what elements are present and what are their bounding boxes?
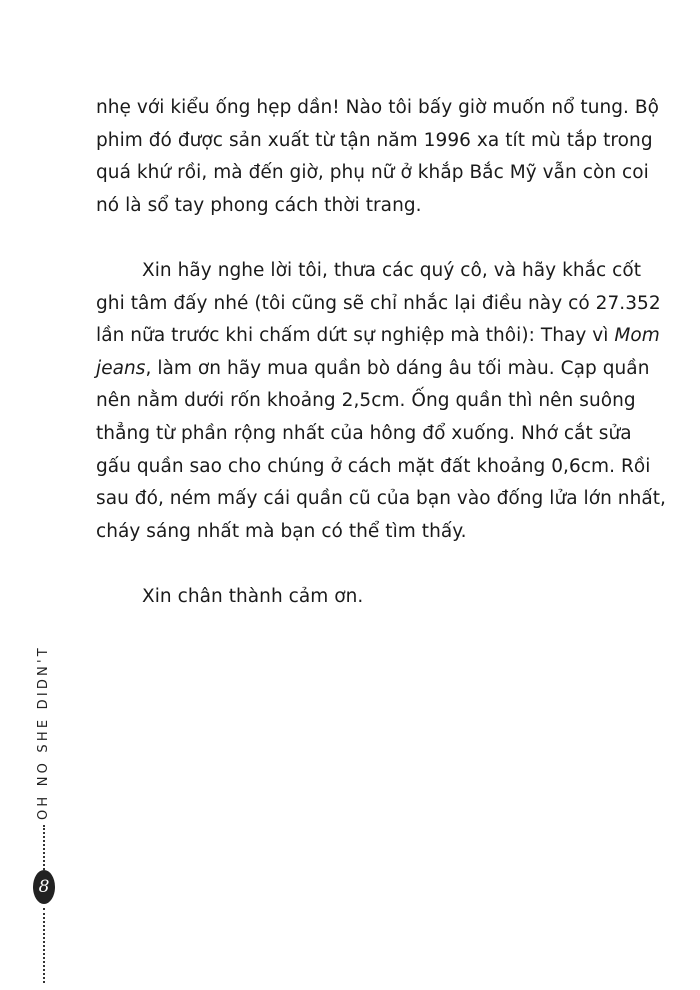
text-line <box>96 353 650 386</box>
text-line: sau đó, ném mấy cái quần cũ của bạn vào đống lửa lớn nhất, <box>96 488 666 510</box>
text-line: Xin chân thành cảm ơn. <box>142 585 364 607</box>
text-line: quá khứ rồi, mà đến giờ, phụ nữ ở khắp Bắc Mỹ vẫn còn coi <box>96 162 649 184</box>
text-line: nó là sổ tay phong cách thời trang. <box>96 194 422 216</box>
page-number: 8 <box>33 870 55 904</box>
text-line: nhẹ với kiểu ống hẹp dần! Nào tôi bấy giờ muốn nổ tung. Bộ <box>96 97 660 118</box>
italic-term: Mom <box>614 325 660 347</box>
paragraph-gap <box>96 548 616 581</box>
text-run: , làm ơn hãy mua quần bò dáng âu tối màu. Cạp quần <box>145 357 650 379</box>
body-text <box>96 92 666 614</box>
paragraph-gap <box>96 222 616 255</box>
text-line: thẳng từ phần rộng nhất của hông đổ xuống. Nhớ cắt sửa <box>96 422 632 444</box>
running-title: OH NO SHE DIDN'T <box>36 645 51 820</box>
text-line: phim đó được sản xuất từ tận năm 1996 xa tít mù tắp trong <box>96 129 653 151</box>
text-run: lần nữa trước khi chấm dứt sự nghiệp mà thôi): Thay vì <box>96 325 615 347</box>
italic-term: jeans <box>96 357 146 379</box>
text-line: nên nằm dưới rốn khoảng 2,5cm. Ống quần thì nên suông <box>96 390 636 412</box>
text-line <box>96 320 660 353</box>
text-line: ghi tâm đấy nhé (tôi cũng sẽ chỉ nhắc lại điều này có 27.352 <box>96 292 661 314</box>
dotted-rule <box>43 908 45 983</box>
text-line: Xin hãy nghe lời tôi, thưa các quý cô, và hãy khắc cốt <box>142 259 642 281</box>
running-title-column <box>33 620 55 990</box>
text-line: cháy sáng nhất mà bạn có thể tìm thấy. <box>96 520 467 542</box>
text-line: gấu quần sao cho chúng ở cách mặt đất khoảng 0,6cm. Rồi <box>96 455 651 477</box>
